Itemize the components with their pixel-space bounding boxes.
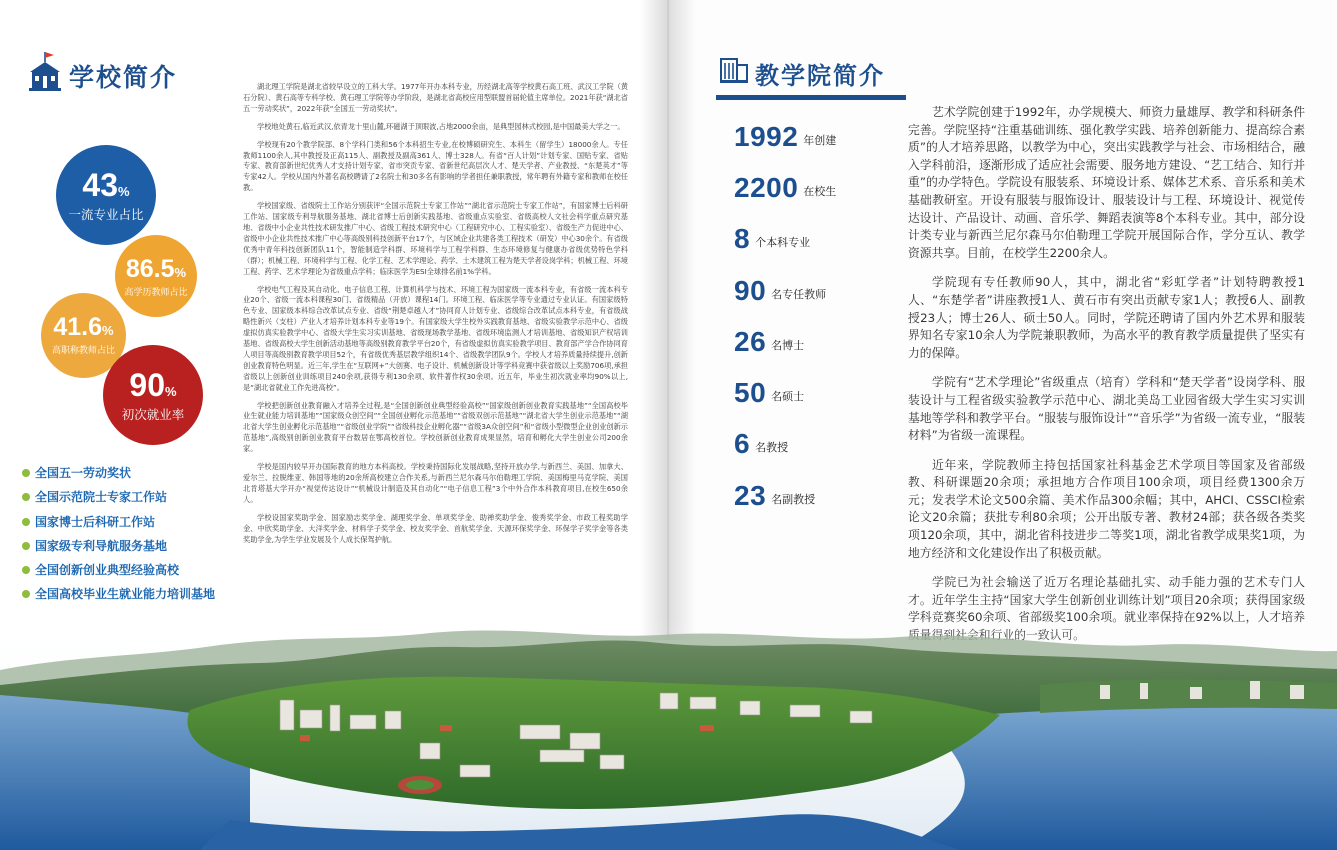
body-paragraph: 学校地处黄石,临近武汉,依青龙十里山麓,环磁湖于顶眼波,占地2000余亩，是典型园林式校园,是中国最美大学之一。	[257, 121, 625, 131]
stat-value: 6	[734, 428, 751, 460]
stat-label: 在校生	[803, 184, 837, 198]
award-item: 国家博士后科研工作站	[22, 512, 237, 536]
stat-value: 23	[734, 479, 767, 511]
stat-circle-employment-rate	[103, 345, 203, 445]
school-intro-title: 学校简介	[69, 63, 178, 92]
stat-value: 1992	[734, 120, 799, 152]
stat-label: 年创建	[803, 133, 837, 147]
body-paragraph: 学院有“艺术学理论”省级重点（培育）学科和“楚天学者”设岗学科、服装设计与工程省级实验教学示范中心、湖北美岛工业园省级大学生实习实训基地等学科和教学平台。“服装与服饰设计”“音乐学”为省级一流专业，“服装材料”为省级一流课程。	[908, 375, 1305, 443]
body-paragraph: 学院现有专任教师90人，其中，湖北省“彩虹学者”计划特聘教授1人、“东楚学者”讲座教授1人、黄石市有突出贡献专家1人；教授6人、副教授23人；博士26人、硕士50人。同时，学院还聘请了国内外艺术界和服装界知名专家10余人为学院兼职教师，为高水平的教育教学质量提供了坚实有力的保障。	[908, 275, 1305, 360]
award-item: 全国创新创业典型经验高校	[22, 560, 237, 584]
award-item: 全国示范院士专家工作站	[22, 487, 237, 511]
body-paragraph: 学校现有20个教学院部、8个学科门类和56个本科招生专业,在校博硕研究生、本科生（留学生）18000余人。专任教师1100余人,其中教授及正高115人、副教授及副高361人、博士328人。有省“百人计划”计划专家、国贴专家、省贴专家、教育部新世纪优秀人才支持计划专家、省市突贡专家、省新世纪高层次人才、楚天学者、产业教授、“东楚英才”等专家42人。学校从国内外著名高校聘请了2名院士和30多名有影响的学者担任兼职教授，常年聘有外籍专家和教师在校任教。	[243, 139, 628, 193]
stat-value: 26	[734, 325, 767, 357]
college-stat	[734, 470, 914, 521]
college-stat	[734, 162, 914, 213]
college-stat	[734, 367, 914, 418]
stat-value: 90	[734, 274, 767, 306]
title-underline	[716, 95, 906, 100]
stat-value: 41.6	[53, 313, 103, 341]
stat-circle-high-degree-teachers	[115, 235, 197, 317]
body-paragraph: 学校把创新创业教育融入才培养全过程,是“全国创新创业典型经验高校”“国家级创新创业教育实践基地”“全国高校毕业生就业能力培训基地”“国家级众创空间”“全国创业孵化示范基地”“省级双创示范基地”“湖北省大学生创业示范基地”“湖北省大学生创业孵化示范基地”“省级创业学院”“省级科技企业孵化器”“省级3A众创空间”和“省级小型微型企业创业创新示范基地”,高级别创新创业教育平台数居在鄂高校首位。学校创新创业教育成果显然，培育和孵化大学生创业公司200余家。	[243, 400, 628, 454]
award-item: 国家级专利导航服务基地	[22, 536, 237, 560]
school-intro-body	[243, 82, 628, 552]
college-stat	[734, 265, 914, 316]
stat-value: 86.5	[125, 255, 175, 283]
stat-value: 2200	[734, 171, 799, 203]
college-stat	[734, 419, 914, 470]
award-item: 全国五一劳动奖状	[22, 463, 237, 487]
stat-value: 90	[129, 367, 166, 403]
body-paragraph: 学院已为社会输送了近万名理论基础扎实、动手能力强的艺术专门人才。近年学生主持“国家大学生创新创业训练计划”项目20余项；获得国家级	[908, 575, 1305, 607]
campus-aerial-photo	[0, 615, 1337, 850]
stat-value: 43	[82, 167, 119, 203]
stat-unit: %	[174, 265, 187, 280]
stat-label: 名教授	[755, 441, 789, 455]
awards-list	[22, 463, 237, 609]
college-intro-title: 教学院简介	[755, 62, 885, 90]
stat-label: 名博士	[771, 338, 805, 352]
body-paragraph: 学校是国内较早开办国际教育的地方本科高校。学校秉持国际化发展战略,坚持开放办学,与新西兰、美国、加拿大、爱尔兰、拉脱维亚、韩国等地的20余所高校建立合作关系,与新西兰尼尔森马尔伯勒理工学院、美国梅里马克学院、美国北肯塔基大学开办“视觉传达设计”“机械设计制造及其自动化”“电子信息工程”3个中外合作本科教育项目,在校生650余人。	[243, 462, 628, 504]
stat-label: 初次就业率	[121, 408, 185, 422]
school-building-icon	[27, 50, 63, 92]
stat-label: 名硕士	[771, 390, 805, 404]
college-stat	[734, 111, 914, 162]
stat-label: 个本科专业	[755, 236, 811, 250]
body-paragraph: 艺术学院创建于1992年，办学规模大、师资力量雄厚、教学和科研条件完善。学院坚持“注重基础训练、强化教学实践、培养创新能力、提高综合素质”的人才培养思路，以教学为中心，突出实践教学与社会、市场相结合，融入学科前沿，逐渐形成了适应社会需要、服务地方建设、“艺工结合、知行并重”的办学特色。学院设有服装系、环境设计系、媒体艺术系、音乐系和美术基础教研室。开设有服装与服饰设计、服装设计与工程、环境设计、视觉传达设计、产品设计、动画、音乐学、舞蹈表演等8个本科专业。其中，部分设计类专业与新西兰尼尔森马尔伯勒理工学院开展国际合作，学分互认、教学资源共享。目前，在校学生2200余人。	[908, 105, 1305, 260]
body-paragraph: 学校国家级、省级院士工作站分别获评“全国示范院士专家工作站”“湖北省示范院士专家工作站”，有国家博士后科研工作站、国家级专利导航服务基地、湖北省博士后创新实践基地、省级重点实验室、省级高校人文社会科学重点研究基地、省级中小企业共性技术研发推广中心、省级工程技术研究中心（工程研究中心、工程实验室）、省级生产力促进中心、省级中小企业共性技术推广中心等高级别科技创新平台17个，与区域企业共建各类工程技术（研发）中心30余个。有省级优秀中青年科技创新团队11个，智能制造学科群、环境科学与工程学科群、生态环境修复与健康办省级优势特色学科（群）；机械工程、环境科学与工程、化学工程、艺术学理论、药学、土木建筑工程为楚天学者设岗学科；机械工程、环境工程、药学、艺术学理论为省级重点学科；临床医学为ESI全球排名前1%学科。	[243, 201, 628, 276]
stat-label: 名副教授	[771, 492, 816, 506]
stat-label: 名专任教师	[771, 287, 827, 301]
building-icon	[719, 53, 749, 83]
stat-label: 一流专业占比	[68, 208, 144, 222]
stat-unit: %	[165, 384, 177, 399]
stat-label: 高职称教师占比	[51, 345, 115, 355]
stat-value: 8	[734, 223, 751, 255]
stat-value: 50	[734, 377, 767, 409]
body-paragraph: 近年来，学院教师主持包括国家社科基金艺术学项目等国家及省部级教、科研课题20余项；承担地方合作项目100余项，项目经费1300余万元；发表学术论文500余篇、美术作品300余幅；其中，AHCI、CSSCI检索论文20余篇；获批专利80余项；公开出版专著、教材24部；获各级各类奖项120余项，其中，湖北省科技进步二等奖1项，湖北省教学成果奖1项，为地方经济和文化建设作出了积极贡献。	[908, 457, 1305, 560]
stat-unit: %	[118, 184, 130, 199]
college-stats-list	[734, 111, 914, 521]
award-item: 全国高校毕业生就业能力培训基地	[22, 584, 237, 608]
stat-circle-first-class-majors	[56, 145, 156, 245]
stat-label: 高学历教师占比	[124, 287, 188, 297]
body-paragraph: 学校电气工程及其自动化、电子信息工程、计算机科学与技术、环境工程为国家级一流本科专业，有省级一流本科专业20个、省级一流本科课程30门、省级精品（开放）课程14门。环境工程、临床医学等专业通过专业认证。有国家级特色专业、国家级本科综合改革试点专业、省级“荆楚卓越人才”协同育人计划专业、省级综合改革试点本科专业，有省级战略性新兴（支柱）产业人才培养计划本科专业等19个。有国家级大学生校外实践教育基地、省级实验教学示范中心、省级虚拟仿真实验教学中心、省级大学生实习实训基地、省级现场教学基地、省级环境监测人才培训基地、省级知识产权培训基地、省级高校大学生创新活动基地等高级别教育教学平台20个，有省级虚拟仿真实验教学项目、教育部产学合作协同育人项目等高级别教育教学项目52个，有省级优秀基层教学组织14个、省级教学团队9个。学校人才培养质量持续提升,创新创业教育特色明显。近三年,学生在“互联网+”大创赛、电子设计、机械创新设计等学科竞赛中获省级以上奖励706项,承担省级以上创新创业训练项目240余项,获得专利130余项、软件著作权30余项。近五年，毕业生初次就业率均90%以上,是“湖北省就业工作先进高校”。	[243, 284, 628, 392]
stat-unit: %	[102, 323, 114, 338]
college-stat	[734, 214, 914, 265]
college-intro-body	[908, 104, 1305, 657]
page-gutter	[640, 0, 696, 640]
body-paragraph: 学校设国家奖助学金、国家励志奖学金、湖理奖学金、单项奖学金、助禅奖助学金、俊秀奖学金、市政工程奖助学金、中欣奖助学金、大洋奖学金、材料学子奖学金、校友奖学金、首航奖学金、天源环保奖学金、环保学子奖学金等各类奖助学金,为学生学业发展及个人成长保驾护航。	[243, 512, 628, 544]
body-paragraph: 湖北理工学院是湖北省较早设立的工科大学。1977年开办本科专业，历经湖北高等学校黄石高工班、武汉工学院（黄石分院）、黄石高等专科学校、黄石理工学院等办学阶段，是湖北省高校应用型联盟首届轮值主席单位。2021年获“湖北省五一劳动奖状”，2022年获“全国五一劳动奖状”。	[243, 82, 628, 113]
college-stat	[734, 316, 914, 367]
